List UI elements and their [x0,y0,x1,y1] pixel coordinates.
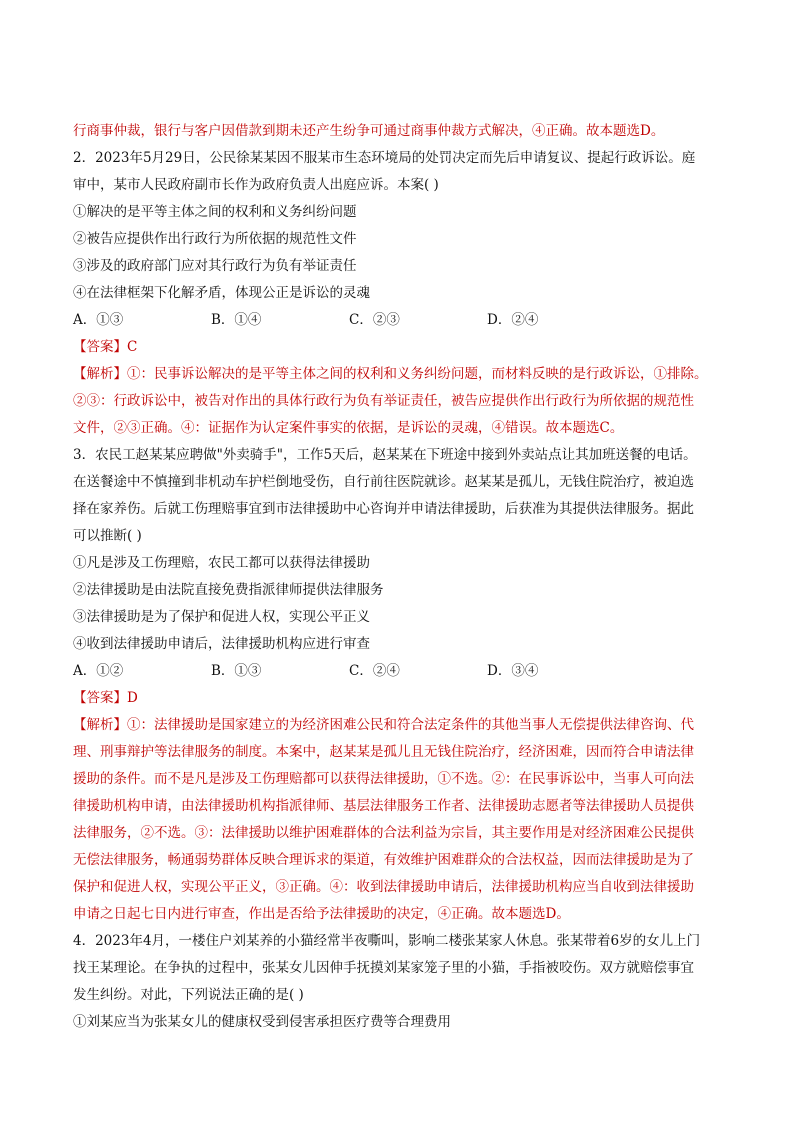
analysis-line: 律援助机构申请，由法律援助机构指派律师、基层法律服务工作者、法律援助志愿者等法律援助人员提供 [73,798,694,814]
option-statement: ③法律援助是为了保护和促进人权，实现公平正义 [73,609,370,625]
question-2-options [73,307,727,334]
text-line: 找王某理论。在争执的过程中，张某女儿因伸手抚摸刘某家笼子里的小猫，手指被咬伤。双方就赔偿事宜 [73,960,694,976]
text-line: 在送餐途中不慎撞到非机动车护栏倒地受伤，自行前往医院就诊。赵某某是孤儿，无钱住院治疗，被迫选 [73,474,694,490]
analysis-line: 文件，②③正确。④：证据作为认定案件事实的依据，是诉讼的灵魂，④错误。故本题选C。 [73,420,624,436]
text-line: 行商事仲裁，银行与客户因借款到期未还产生纷争可通过商事仲裁方式解决，④正确。故本题选D。 [73,123,665,139]
text-line: 审中，某市人民政府副市长作为政府负责人出庭应诉。本案( ) [73,177,439,193]
option-b: B．①③ [211,663,262,679]
question-4-stem: 4．2023年4月，一楼住户刘某养的小猫经常半夜嘶叫，影响二楼张某家人休息。张某带着6岁的女儿上门 [73,933,701,949]
text-line: 发生纠纷。对此，下列说法正确的是( ) [73,987,304,1003]
option-c: C．②④ [349,663,400,679]
option-statement: ①凡是涉及工伤理赔，农民工都可以获得法律援助 [73,555,370,571]
option-statement: ②被告应提供作出行政行为所依据的规范性文件 [73,231,357,247]
question-3-options [73,658,727,685]
analysis-line: 援助的条件。而不是凡是涉及工伤理赔都可以获得法律援助，①不选。②：在民事诉讼中，当事人可向法 [73,771,694,787]
analysis-line: 理、刑事辩护等法律服务的制度。本案中，赵某某是孤儿且无钱住院治疗，经济困难，因而符合申请法律 [73,744,694,760]
analysis-line: 无偿法律服务，畅通弱势群体反映合理诉求的渠道，有效维护困难群众的合法权益，因而法律援助是为了 [73,852,694,868]
answer-label: 【答案】C [73,339,138,355]
option-statement: ①刘某应当为张某女儿的健康权受到侵害承担医疗费等合理费用 [73,1014,451,1030]
text-line: 择在家养伤。后就工伤理赔事宜到市法律援助中心咨询并申请法律援助，后获准为其提供法律服务。据此 [73,501,694,517]
option-statement: ②法律援助是由法院直接免费指派律师提供法律服务 [73,582,384,598]
question-3-stem: 3．农民工赵某某应聘做"外卖骑手"，工作5天后，赵某某在下班途中接到外卖站点让其加班送餐的电话。 [73,447,697,463]
analysis-line: ②③：行政诉讼中，被告对作出的具体行政行为负有举证责任，被告应提供作出行政行为所依据的规范性 [73,393,694,409]
analysis-line: 【解析】①：民事诉讼解决的是平等主体之间的权利和义务纠纷问题，而材料反映的是行政诉讼，①排除。 [73,366,708,382]
option-b: B．①④ [211,312,262,328]
option-a: A．①② [73,663,124,679]
option-statement: ④在法律框架下化解矛盾，体现公正是诉讼的灵魂 [73,285,370,301]
analysis-line: 【解析】①：法律援助是国家建立的为经济困难公民和符合法定条件的其他当事人无偿提供法律咨询、代 [73,717,694,733]
option-statement: ③涉及的政府部门应对其行政行为负有举证责任 [73,258,357,274]
document-content [73,118,727,1036]
option-d: D．②④ [487,312,539,328]
option-statement: ④收到法律援助申请后，法律援助机构应进行审查 [73,636,370,652]
analysis-line: 申请之日起七日内进行审查，作出是否给予法律援助的决定，④正确。故本题选D。 [73,906,570,922]
analysis-line: 法律服务，②不选。③：法律援助以维护困难群体的合法利益为宗旨，其主要作用是对经济困难公民提供 [73,825,694,841]
question-2-stem: 2．2023年5月29日，公民徐某某因不服某市生态环境局的处罚决定而先后申请复议、提起行政诉讼。庭 [73,150,696,166]
option-d: D．③④ [487,663,539,679]
option-statement: ①解决的是平等主体之间的权利和义务纠纷问题 [73,204,357,220]
option-a: A．①③ [73,312,124,328]
option-c: C．②③ [349,312,400,328]
answer-label: 【答案】D [73,690,138,706]
analysis-line: 保护和促进人权，实现公平正义，③正确。④：收到法律援助申请后，法律援助机构应当自收到法律援助 [73,879,694,895]
text-line: 可以推断( ) [73,528,142,544]
